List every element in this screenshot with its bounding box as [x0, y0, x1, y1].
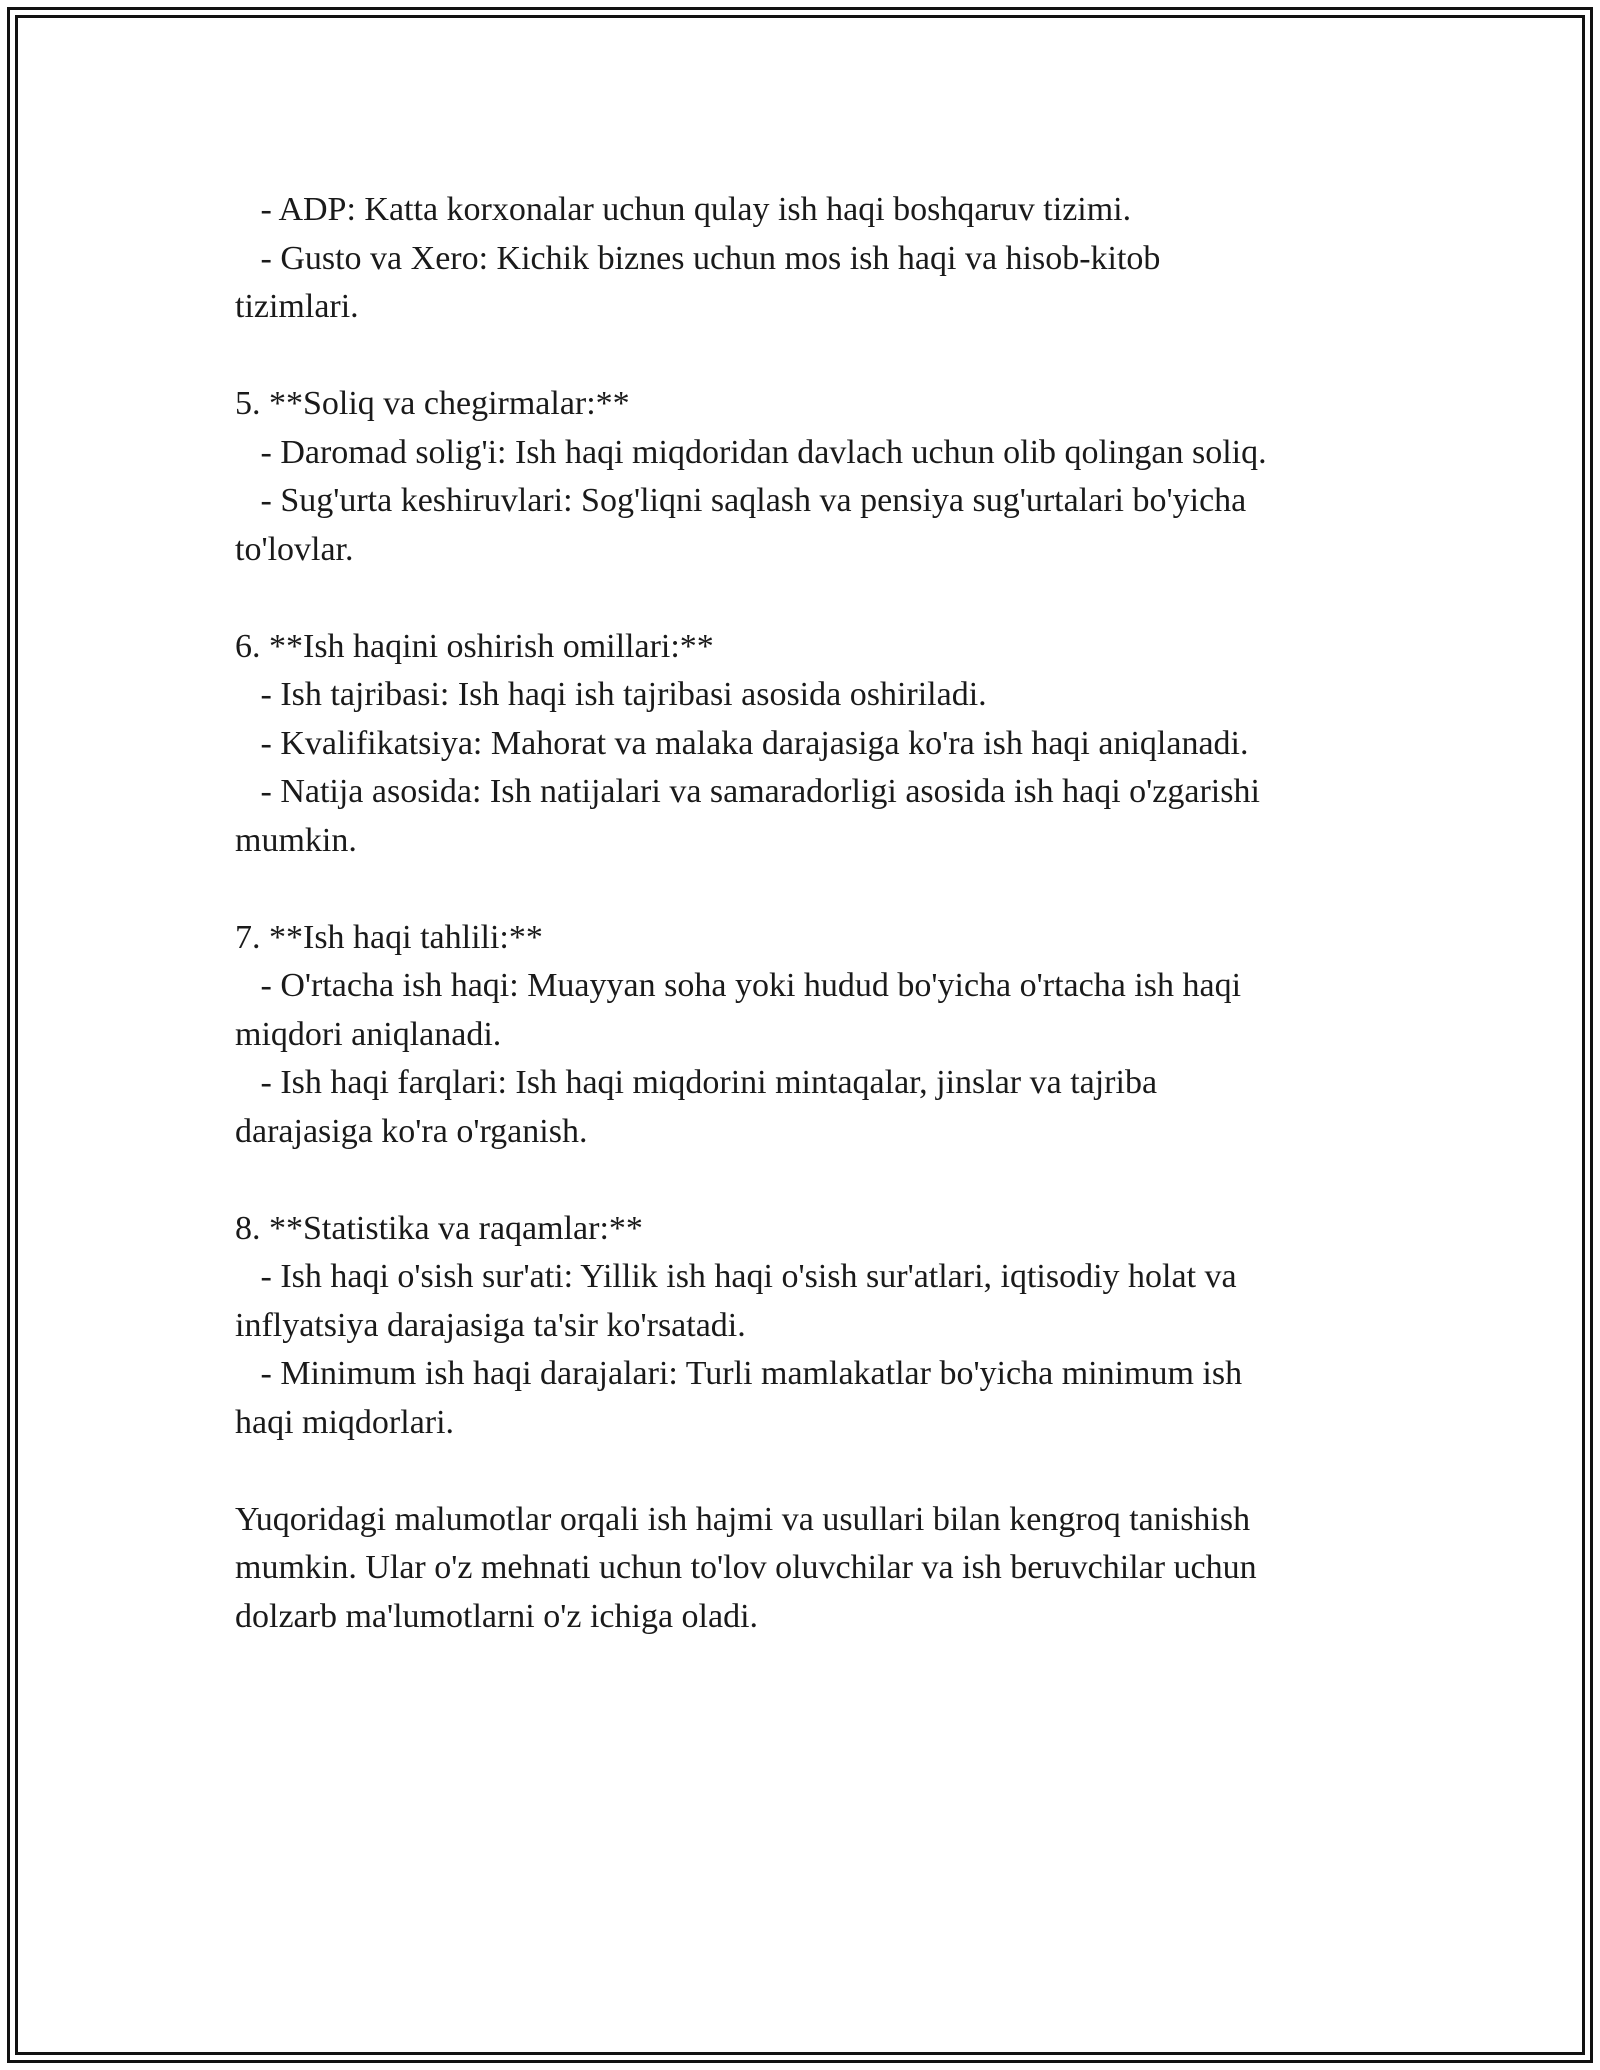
text-line: mumkin.	[235, 821, 357, 859]
section-heading: 8. **Statistika va raqamlar:**	[235, 1209, 643, 1247]
blank-line	[235, 865, 1365, 914]
text-line: - Daromad solig'i: Ish haqi miqdoridan davlach uchun olib qolingan soliq.	[235, 433, 1267, 471]
text-line: - Natija asosida: Ish natijalari va samaradorligi asosida ish haqi o'zgarishi	[235, 773, 1260, 810]
text-line: - Kvalifikatsiya: Mahorat va malaka darajasiga ko'ra ish haqi aniqlanadi.	[235, 724, 1249, 762]
section-heading: 6. **Ish haqini oshirish omillari:**	[235, 627, 714, 665]
text-line: - Minimum ish haqi darajalari: Turli mamlakatlar bo'yicha minimum ish	[235, 1355, 1243, 1392]
blank-line	[235, 574, 1365, 623]
document-body	[235, 186, 1365, 1641]
text-line: to'lovlar.	[235, 530, 354, 568]
blank-line	[235, 1447, 1365, 1496]
text-line: - Ish haqi farqlari: Ish haqi miqdorini mintaqalar, jinslar va tajriba	[235, 1064, 1158, 1101]
section-heading: 7. **Ish haqi tahlili:**	[235, 918, 543, 956]
text-line: - Ish tajribasi: Ish haqi ish tajribasi asosida oshiriladi.	[235, 676, 987, 713]
text-line: tizimlari.	[235, 288, 359, 325]
text-line: miqdori aniqlanadi.	[235, 1015, 502, 1053]
closing-paragraph-line: Yuqoridagi malumotlar orqali ish hajmi va usullari bilan kengroq tanishish	[235, 1500, 1251, 1538]
blank-line	[235, 332, 1365, 381]
text-line: - O'rtacha ish haqi: Muayyan soha yoki hudud bo'yicha o'rtacha ish haqi	[235, 967, 1242, 1004]
section-heading: 5. **Soliq va chegirmalar:**	[235, 385, 630, 422]
blank-line	[235, 1156, 1365, 1205]
text-line: inflyatsiya darajasiga ta'sir ko'rsatadi.	[235, 1306, 746, 1344]
text-line: haqi miqdorlari.	[235, 1403, 455, 1441]
closing-paragraph-line: mumkin. Ular o'z mehnati uchun to'lov oluvchilar va ish beruvchilar uchun	[235, 1549, 1257, 1586]
text-line: darajasiga ko'ra o'rganish.	[235, 1112, 588, 1150]
text-line: - ADP: Katta korxonalar uchun qulay ish haqi boshqaruv tizimi.	[235, 191, 1132, 228]
closing-paragraph-line: dolzarb ma'lumotlarni o'z ichiga oladi.	[235, 1597, 759, 1635]
text-line: - Sug'urta keshiruvlari: Sog'liqni saqlash va pensiya sug'urtalari bo'yicha	[235, 482, 1247, 519]
text-line: - Ish haqi o'sish sur'ati: Yillik ish haqi o'sish sur'atlari, iqtisodiy holat va	[235, 1258, 1237, 1295]
text-line: - Gusto va Xero: Kichik biznes uchun mos ish haqi va hisob-kitob	[235, 239, 1161, 277]
